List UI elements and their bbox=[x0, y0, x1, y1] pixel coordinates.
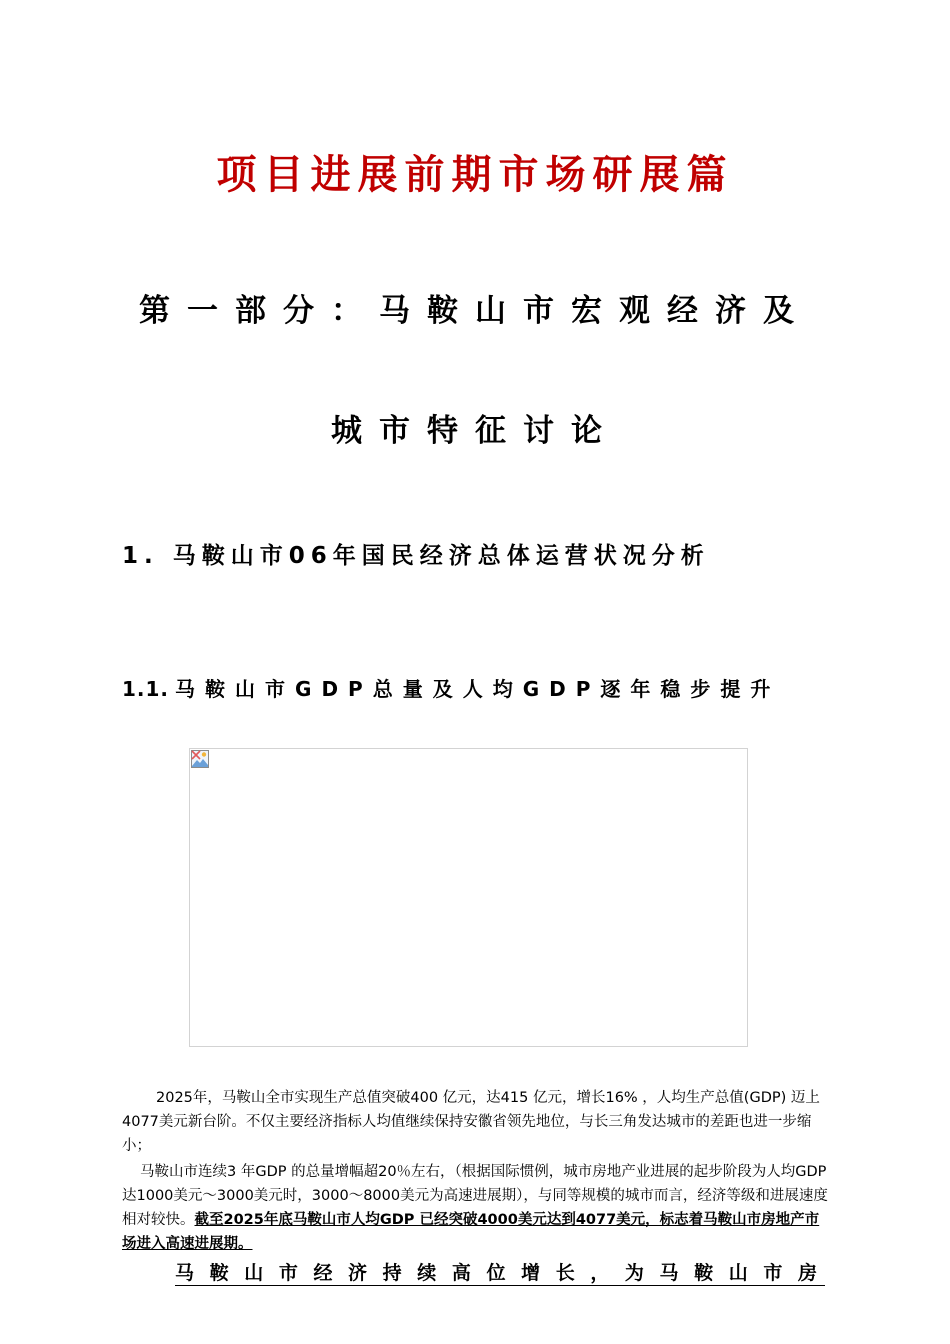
paragraph-2 bbox=[122, 1160, 828, 1256]
section-heading-1: 1. 马鞍山市06年国民经济总体运营状况分析 bbox=[122, 543, 710, 569]
paragraph-3-first-line: 马鞍山市经济持续高位增长，为马鞍山市房 bbox=[175, 1262, 825, 1284]
document-title: 项目进展前期市场研展篇 bbox=[216, 152, 734, 198]
part-title-line-1: 第一部分：马鞍山市宏观经济及 bbox=[139, 293, 811, 329]
part-title-line-2: 城市特征讨论 bbox=[331, 413, 619, 449]
paragraph-1: 2025年，马鞍山全市实现生产总值突破400 亿元，达415 亿元，增长16% ，人均生产总值(GDP) 迈上4077美元新台阶。不仅主要经济指标人均值继续保持安徽省领先地位，与长三角发达城市的差距也进一步缩小； bbox=[122, 1090, 820, 1154]
section-heading-1-1 bbox=[122, 673, 780, 702]
chart-image-placeholder bbox=[189, 748, 748, 1047]
section-heading-text: 马鞍山市GDP总量及人均GDP逐年稳步提升 bbox=[175, 677, 781, 701]
paragraph-2-text: 马鞍山市连续3 年GDP 的总量增幅超20％左右，（根据国际惯例，城市房地产业进展的起步阶段为人均GDP 达1000美元～3000美元时，3000～8000美元为高速进展期），与同等规模的城市而言，经济等级和进展速度相对较快。 bbox=[122, 1164, 828, 1228]
paragraph-2-highlight: 截至2025年底马鞍山市人均GDP 已经突破4000美元达到4077美元，标志着马鞍山市房地产市场进入高速进展期。 bbox=[122, 1212, 820, 1252]
broken-image-icon bbox=[190, 749, 210, 769]
section-number: 1.1. bbox=[122, 677, 170, 701]
